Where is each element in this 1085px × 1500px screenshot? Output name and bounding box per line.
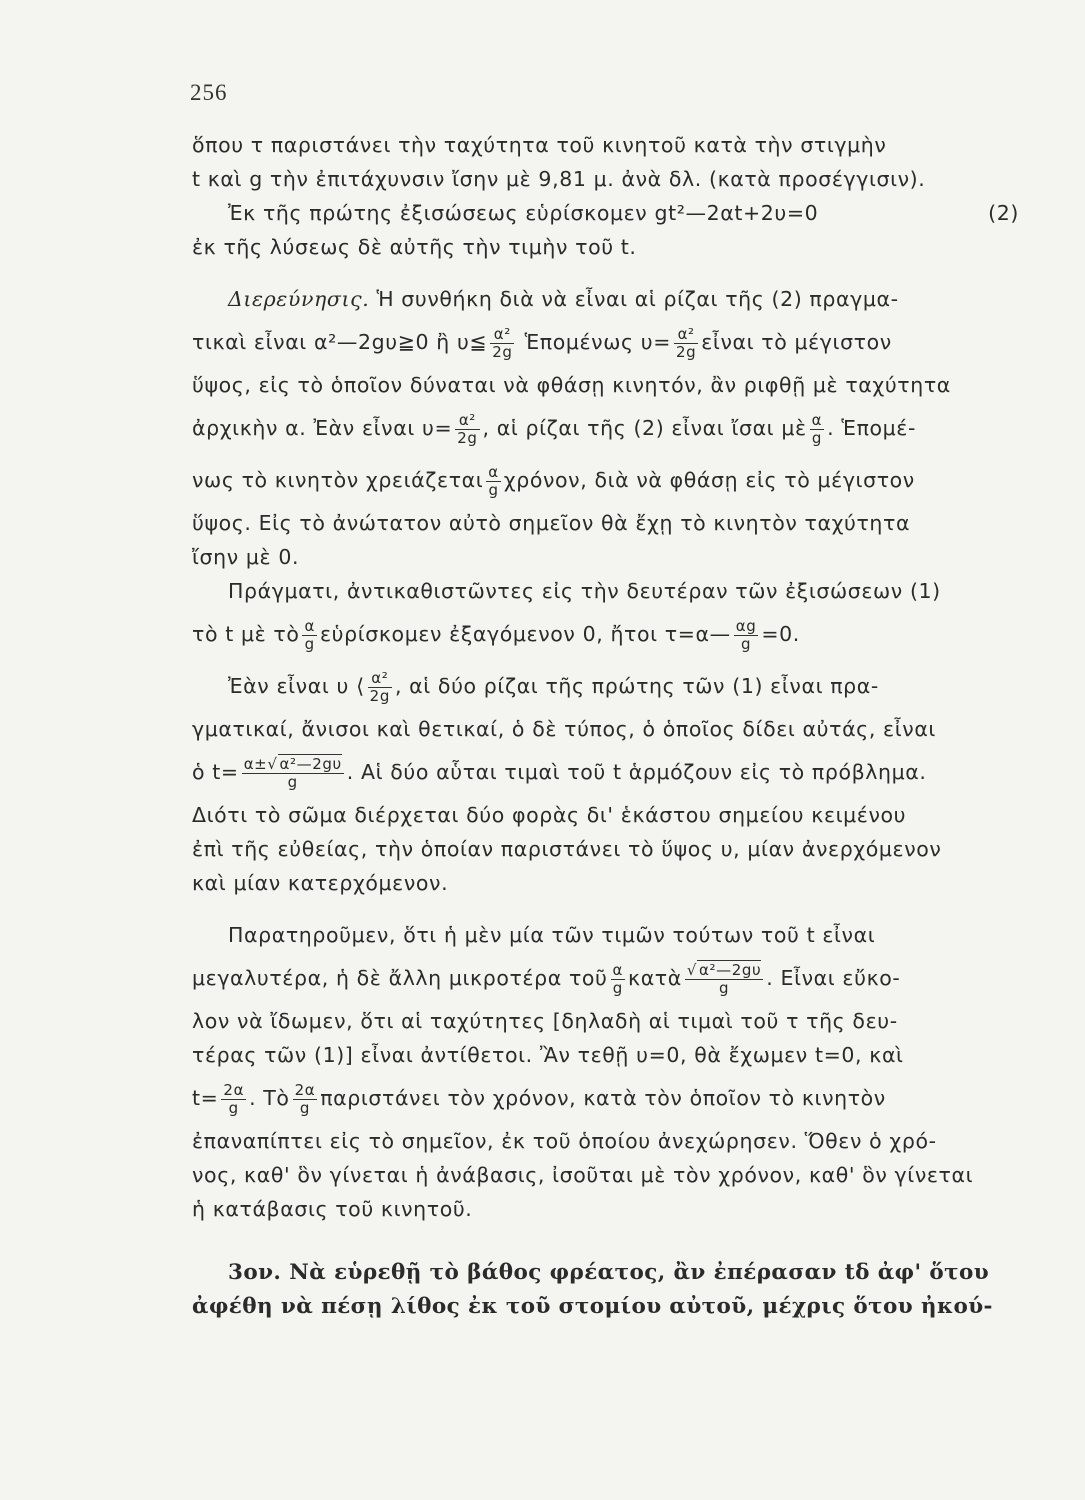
line-9b: χρόνον, διὰ νὰ φθάσῃ εἰς τὸ μέγιστον <box>503 468 915 492</box>
problem-heading-line-2: ἀφέθη νὰ πέσῃ λίθος ἐκ τοῦ στομίου αὐτοῦ, μέχρις ὅτου ἠκού- <box>192 1294 993 1319</box>
text-line <box>192 866 1037 900</box>
line-13c: =0. <box>761 622 800 646</box>
text-line <box>192 1072 1037 1124</box>
text-line <box>192 230 1037 264</box>
text-line <box>192 1124 1037 1158</box>
line-26: νος, καθ' ὃν γίνεται ἡ ἀνάβασις, ἰσοῦται μὲ τὸν χρόνον, καθ' ὃν γίνεται <box>192 1163 974 1187</box>
fraction: $\frac{\alpha}{g}$ <box>612 960 624 997</box>
line-2: t καὶ g τὴν ἐπιτάχυνσιν ἴσην μὲ 9,81 μ. ἀνὰ δλ. (κατὰ προσέγγισιν). <box>192 167 926 191</box>
line-16a: ὁ t= <box>192 760 239 784</box>
fraction: $\frac{2\alpha}{g}$ <box>223 1080 245 1117</box>
line-23: τέρας τῶν (1)] εἶναι ἀντίθετοι. Ἂν τεθῇ υ=0, θὰ ἔχωμεν t=0, καὶ <box>192 1043 904 1067</box>
sqrt-body: α²—2gυ <box>699 960 762 979</box>
text-line <box>192 316 1037 368</box>
text-line <box>192 918 1037 952</box>
sqrt-body: α²—2gυ <box>279 754 342 773</box>
line-21a: μεγαλυτέρα, ἡ δὲ ἄλλη μικροτέρα τοῦ <box>192 966 608 990</box>
fraction-root: $\frac{\text{α±√ α²—2gυ}}{g}$ <box>243 754 342 791</box>
fraction: $\frac{\alpha}{g}$ <box>488 462 499 499</box>
text-line <box>192 1004 1037 1038</box>
line-13b: εὑρίσκομεν ἐξαγόμενον 0, ἤτοι τ=α— <box>319 622 731 646</box>
line-8b: , αἱ ρίζαι τῆς (2) εἶναι ἴσαι μὲ <box>482 416 807 440</box>
line-17: Διότι τὸ σῶμα διέρχεται δύο φορὰς δι' ἑκάστου σημείου κειμένου <box>192 803 907 827</box>
fraction: $\frac{\alpha}{g}$ <box>811 410 823 447</box>
equation-number: (2) <box>988 201 1019 225</box>
text-line <box>192 128 1037 162</box>
line-14b: , αἱ δύο ρίζαι τῆς πρώτης τῶν (1) εἶναι πρα- <box>394 674 879 698</box>
text-line <box>192 1256 1037 1290</box>
text-line <box>192 454 1037 506</box>
text-line <box>192 952 1037 1004</box>
line-8c: . Ἑπομέ- <box>827 416 916 440</box>
text-line <box>192 1038 1037 1072</box>
line-14a: Ἐὰν εἶναι υ ⟨ <box>228 674 365 698</box>
text-line <box>192 746 1037 798</box>
text-line <box>192 1158 1037 1192</box>
line-3: Ἐκ τῆς πρώτης ἐξισώσεως εὑρίσκομεν gt²—2αt+2υ=0 <box>228 201 819 225</box>
problem-heading-line-1: 3ον. Νὰ εὑρεθῇ τὸ βάθος φρέατος, ἂν ἐπέρασαν tδ ἀφ' ὅτου <box>228 1260 990 1285</box>
line-19: καὶ μίαν κατερχόμενον. <box>192 871 449 895</box>
line-9a: νως τὸ κινητὸν χρειάζεται <box>192 468 484 492</box>
fraction: $\frac{\text{α²}}{2g}$ <box>369 668 390 705</box>
line-21c: . Εἶναι εὔκο- <box>766 966 901 990</box>
line-6a: τικαὶ εἶναι α²—2gυ≧0 ἢ υ≦ <box>192 330 488 354</box>
fraction: $\frac{2\alpha}{g}$ <box>294 1080 316 1117</box>
text-line <box>192 506 1037 540</box>
text-line <box>192 282 1037 316</box>
text-line <box>192 162 1037 196</box>
line-24b: . Τὸ <box>249 1086 290 1110</box>
fraction: $\frac{\text{α²}}{2g}$ <box>492 324 513 361</box>
text-line <box>192 832 1037 866</box>
line-24c: παριστάνει τὸν χρόνον, κατὰ τὸν ὁποῖον τὸ κινητὸν <box>320 1086 886 1110</box>
line-6c: εἶναι τὸ μέγιστον <box>701 330 892 354</box>
text-line <box>192 196 1037 230</box>
page-number: 256 <box>190 80 228 105</box>
text-line <box>192 574 1037 608</box>
line-13a: τὸ t μὲ τὸ <box>192 622 300 646</box>
fraction: $\frac{\text{α²}}{2g}$ <box>457 410 478 447</box>
body-text <box>192 128 1037 1324</box>
fraction: $\frac{\text{α²}}{2g}$ <box>675 324 697 361</box>
text-line <box>192 1290 1037 1324</box>
text-line <box>192 368 1037 402</box>
line-10: ὕψος. Εἰς τὸ ἀνώτατον αὐτὸ σημεῖον θὰ ἔχῃ τὸ κινητὸν ταχύτητα <box>192 511 911 535</box>
text-line <box>192 608 1037 660</box>
line-20: Παρατηροῦμεν, ὅτι ἡ μὲν μία τῶν τιμῶν τούτων τοῦ t εἶναι <box>228 923 876 947</box>
line-24a: t= <box>192 1086 219 1110</box>
line-21b: κατὰ <box>628 966 682 990</box>
line-8a: ἀρχικὴν α. Ἐὰν εἶναι υ= <box>192 416 453 440</box>
line-1: ὅπου τ παριστάνει τὴν ταχύτητα τοῦ κινητοῦ κατὰ τὴν στιγμὴν <box>192 133 887 157</box>
line-15: γματικαί, ἄνισοι καὶ θετικαί, ὁ δὲ τύπος, ὁ ὁποῖος δίδει αὐτάς, εἶναι <box>192 717 936 741</box>
fraction: $\frac{\alpha}{g}$ <box>304 616 315 653</box>
text-line <box>192 1192 1037 1226</box>
line-12: Πράγματι, ἀντικαθιστῶντες εἰς τὴν δευτέραν τῶν ἐξισώσεων (1) <box>228 579 941 603</box>
line-16b: . Αἱ δύο αὗται τιμαὶ τοῦ t ἁρμόζουν εἰς τὸ πρόβλημα. <box>346 760 927 784</box>
fraction: $\frac{\alpha g}{g}$ <box>735 616 757 653</box>
text-line <box>192 798 1037 832</box>
line-11: ἴσην μὲ 0. <box>192 545 300 569</box>
line-7: ὕψος, εἰς τὸ ὁποῖον δύναται νὰ φθάσῃ κινητόν, ἂν ριφθῇ μὲ ταχύτητα <box>192 373 951 397</box>
line-25: ἐπαναπίπτει εἰς τὸ σημεῖον, ἐκ τοῦ ὁποίου ἀνεχώρησεν. Ὅθεν ὁ χρό- <box>192 1129 937 1153</box>
section-heading-discussion: Διερεύνησις. <box>228 287 370 311</box>
text-line <box>192 712 1037 746</box>
line-18: ἐπὶ τῆς εὐθείας, τὴν ὁποίαν παριστάνει τὸ ὕψος υ, μίαν ἀνερχόμενον <box>192 837 942 861</box>
text-line <box>192 660 1037 712</box>
text-line <box>192 402 1037 454</box>
line-27: ἡ κατάβασις τοῦ κινητοῦ. <box>192 1197 473 1221</box>
line-22: λον νὰ ἴδωμεν, ὅτι αἱ ταχύτητες [δηλαδὴ αἱ τιμαὶ τοῦ τ τῆς δευ- <box>192 1009 898 1033</box>
line-6b: Ἑπομένως υ= <box>517 330 671 354</box>
text-line <box>192 540 1037 574</box>
fraction-root: $\frac{\text{√ α²—2gυ}}{g}$ <box>686 960 762 997</box>
line-4: ἐκ τῆς λύσεως δὲ αὐτῆς τὴν τιμὴν τοῦ t. <box>192 235 637 259</box>
line-5: Ἡ συνθήκη διὰ νὰ εἶναι αἱ ρίζαι τῆς (2) πραγμα- <box>369 287 899 311</box>
